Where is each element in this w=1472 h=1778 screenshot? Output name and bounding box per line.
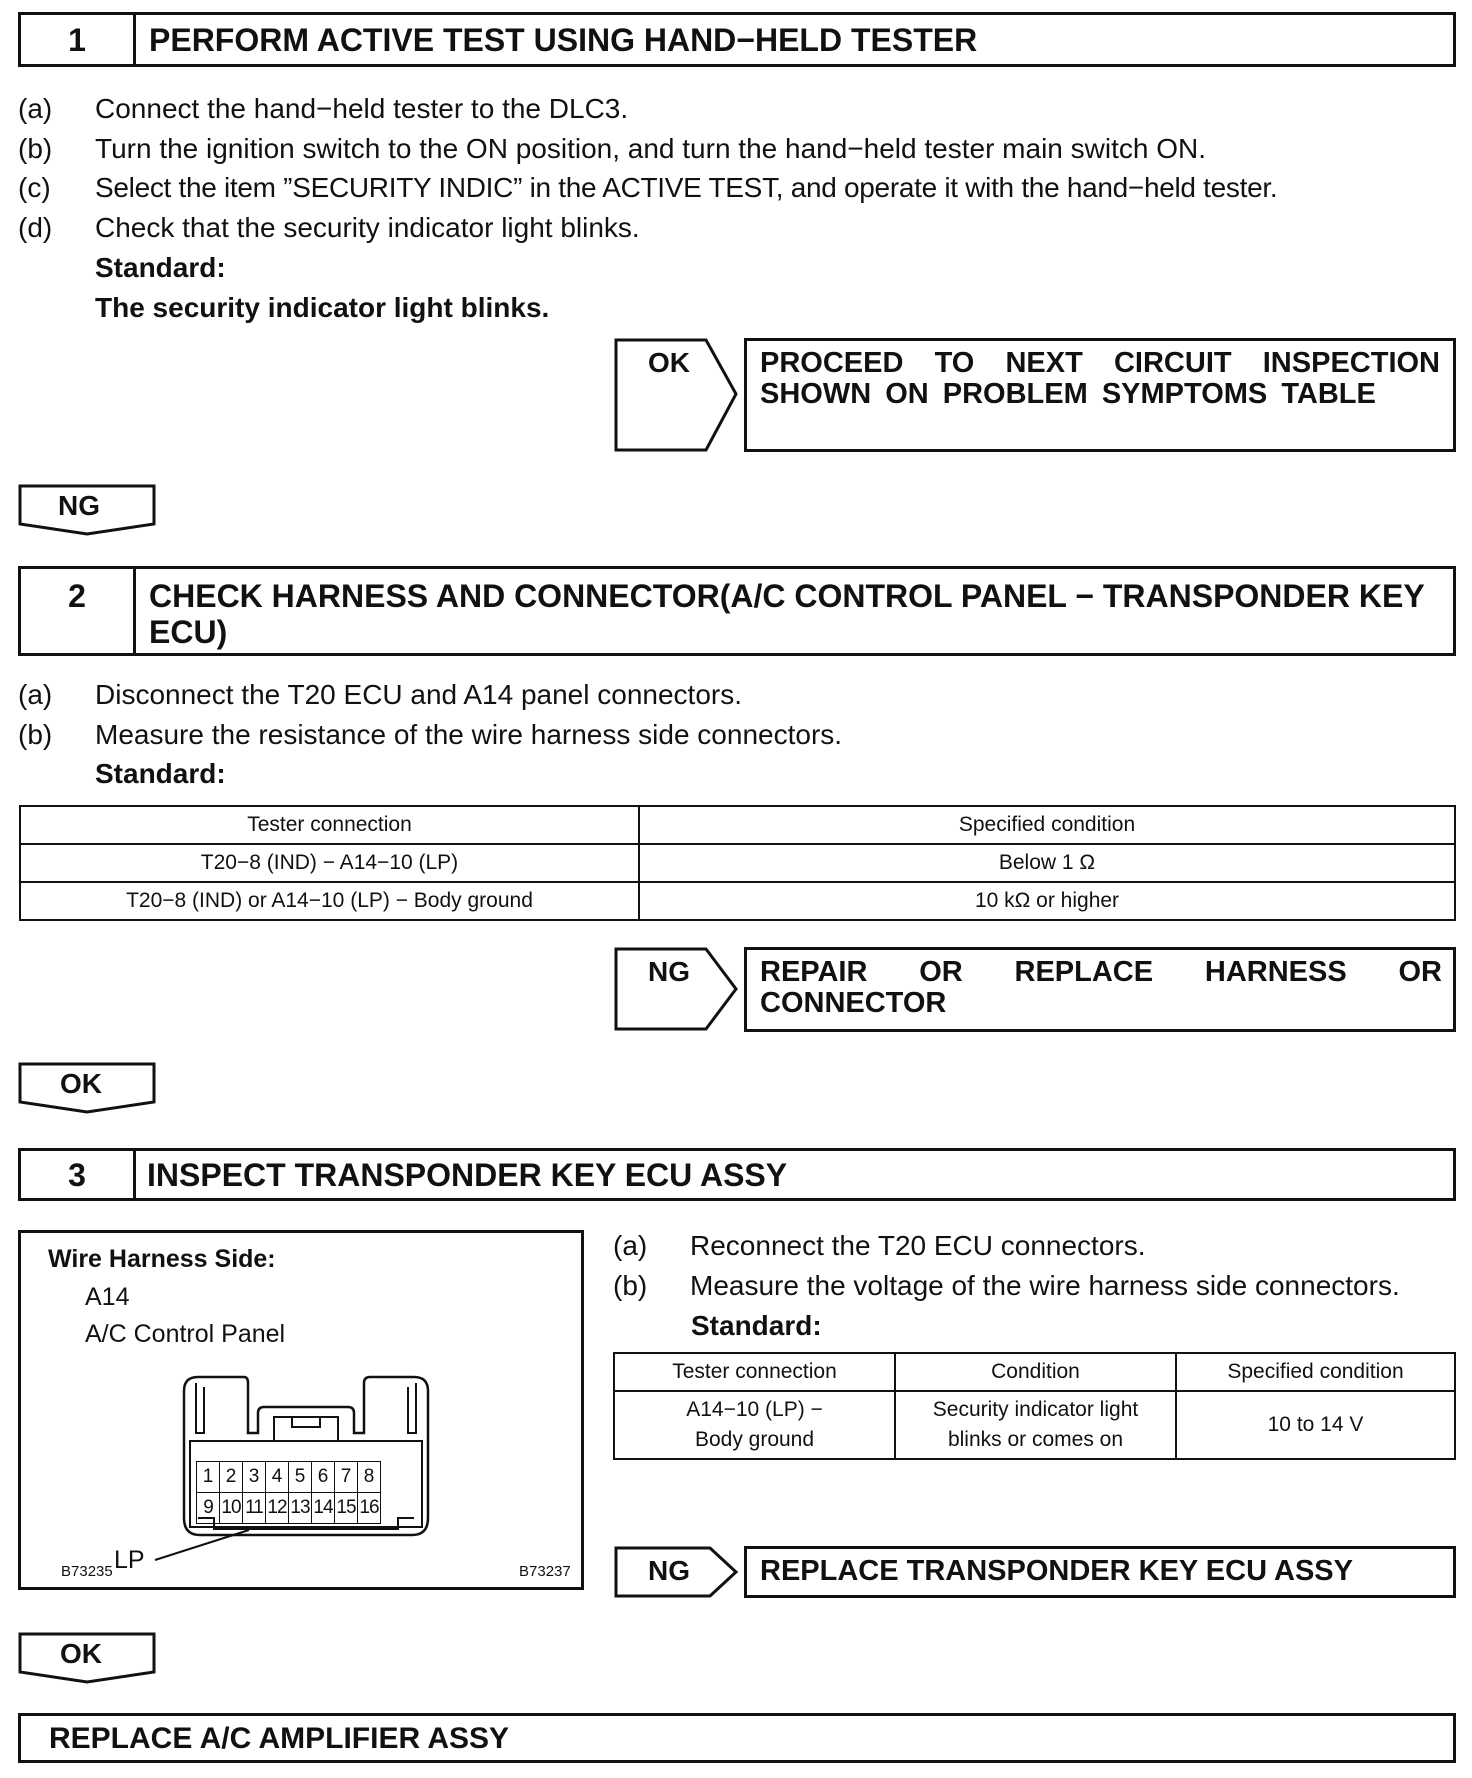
standard-text: The security indicator light blinks. [95,292,550,323]
step-3-header [18,1148,1456,1201]
pin: 12 [266,1493,289,1524]
standard-label: Standard: [95,758,226,789]
table-row [20,882,1455,920]
result-text: REPAIR OR REPLACE HARNESS OR CONNECTOR [760,956,1442,1019]
judgment-label: NG [58,490,100,521]
pin: 3 [243,1462,266,1493]
step-title: INSPECT TRANSPONDER KEY ECU ASSY [147,1157,788,1193]
instruction-item [18,678,1458,712]
connector-name: A/C Control Panel [85,1320,286,1348]
item-label: (c) [18,172,51,203]
table-cell: Below 1 Ω [639,844,1455,882]
figure-code-right: B73237 [519,1563,571,1580]
pin: 1 [197,1462,220,1493]
table-cell: 10 to 14 V [1176,1391,1455,1459]
item-label: (d) [18,212,53,243]
table-header: Tester connection [614,1353,895,1391]
pointer-line [151,1508,261,1568]
step-title: CHECK HARNESS AND CONNECTOR(A/C CONTROL PANEL − TRANSPONDER KEY ECU) [149,578,1425,650]
table-header: Specified condition [639,806,1455,844]
pin: 2 [220,1462,243,1493]
item-label: (b) [18,719,53,750]
step-2-header [18,566,1456,656]
step-number: 1 [68,22,86,58]
result-text: REPLACE TRANSPONDER KEY ECU ASSY [760,1555,1353,1587]
item-text: Turn the ignition switch to the ON position, and turn the hand−held tester main switch ON. [95,133,1206,164]
pin: 16 [358,1493,381,1524]
item-text: Disconnect the T20 ECU and A14 panel connectors. [95,679,742,710]
instruction-item [18,171,1458,205]
item-text: Reconnect the T20 ECU connectors. [690,1230,1146,1261]
table-header: Condition [895,1353,1176,1391]
diagram-title: Wire Harness Side: [48,1245,276,1273]
standard-label: Standard: [691,1310,822,1341]
instruction-item [613,1269,1463,1303]
item-text: Select the item ”SECURITY INDIC” in the ACTIVE TEST, and operate it with the hand−held tester. [95,172,1278,203]
instruction-item [18,718,1458,752]
pin: 6 [312,1462,335,1493]
figure-code-left: B73235 [61,1563,113,1580]
connector-id: A14 [85,1283,130,1311]
table-cell: 10 kΩ or higher [639,882,1455,920]
result-box [744,338,1456,452]
pointer-label: LP [114,1546,145,1574]
item-label: (b) [613,1270,648,1301]
result-text: PROCEED TO NEXT CIRCUIT INSPECTION SHOWN ON PROBLEM SYMPTOMS TABLE [760,347,1440,410]
judgment-label: NG [648,1555,690,1586]
result-box [744,947,1456,1032]
final-action-box [18,1713,1456,1763]
table-cell: T20−8 (IND) − A14−10 (LP) [20,844,639,882]
pin: 15 [335,1493,358,1524]
pin: 10 [220,1493,243,1524]
connector-diagram [18,1230,584,1590]
judgment-label: NG [648,956,690,987]
table-cell: A14−10 (LP) − Body ground [614,1391,895,1459]
table-row [20,844,1455,882]
pin: 13 [289,1493,312,1524]
final-action-text: REPLACE A/C AMPLIFIER ASSY [49,1722,510,1755]
step-number: 3 [68,1157,86,1193]
table-row [614,1391,1455,1459]
item-label: (a) [613,1230,648,1261]
table-cell: T20−8 (IND) or A14−10 (LP) − Body ground [20,882,639,920]
pin: 14 [312,1493,335,1524]
standard-label: Standard: [95,252,226,283]
item-text: Connect the hand−held tester to the DLC3. [95,93,629,124]
voltage-spec-table [613,1352,1456,1460]
table-cell: Security indicator light blinks or comes on [895,1391,1176,1459]
divider [133,1151,136,1198]
pin: 7 [335,1462,358,1493]
step-1-header [18,12,1456,67]
step-title: PERFORM ACTIVE TEST USING HAND−HELD TESTER [149,22,978,58]
table-header: Specified condition [1176,1353,1455,1391]
item-label: (b) [18,133,53,164]
judgment-label: OK [648,347,690,378]
item-text: Measure the resistance of the wire harness side connectors. [95,719,843,750]
divider [133,15,136,64]
instruction-item [613,1229,1463,1263]
pin: 8 [358,1462,381,1493]
pin: 4 [266,1462,289,1493]
item-text: Check that the security indicator light blinks. [95,212,640,243]
item-label: (a) [18,93,53,124]
instruction-item [18,211,1458,245]
instruction-item [18,132,1458,166]
result-box [744,1546,1456,1598]
table-header: Tester connection [20,806,639,844]
divider [133,569,136,653]
judgment-label: OK [60,1068,102,1099]
pin: 5 [289,1462,312,1493]
pin: 9 [197,1493,220,1524]
resistance-spec-table [19,805,1456,921]
instruction-item [18,92,1458,126]
item-label: (a) [18,679,53,710]
step-number: 2 [68,578,86,614]
item-text: Measure the voltage of the wire harness side connectors. [690,1270,1400,1301]
judgment-label: OK [60,1638,102,1669]
pin: 11 [243,1493,266,1524]
